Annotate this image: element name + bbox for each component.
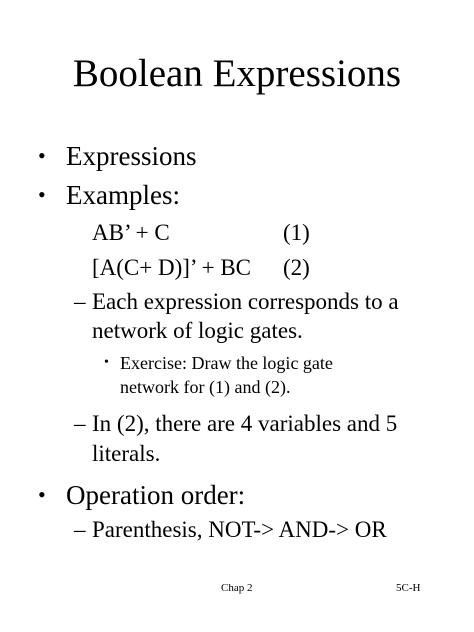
bullet-expressions: Expressions [66, 141, 197, 171]
sub-bullet-literals-line2: literals. [92, 441, 161, 466]
sub-bullet-network-line2: network of logic gates. [92, 318, 303, 343]
example-expression-1: AB’ + C [92, 220, 170, 245]
example-number-1: (1) [283, 220, 310, 245]
bullet-examples: Examples: [66, 180, 180, 210]
sub-bullet-network-line1: Each expression corresponds to a [92, 289, 399, 314]
sub-bullet-literals-line1: In (2), there are 4 variables and 5 [92, 411, 398, 436]
dash-icon: – [74, 289, 86, 314]
dash-icon: – [74, 517, 86, 542]
bullet-dot-icon: • [38, 182, 46, 207]
exercise-line1: Exercise: Draw the logic gate [120, 353, 333, 373]
example-expression-2: [A(C+ D)]’ + BC [92, 255, 252, 280]
sub-bullet-precedence: Parenthesis, NOT-> AND-> OR [92, 517, 387, 542]
slide-title: Boolean Expressions [72, 52, 402, 95]
example-number-2: (2) [283, 255, 310, 280]
dash-icon: – [74, 411, 86, 436]
bullet-operation-order: Operation order: [66, 480, 246, 510]
bullet-dot-icon: • [38, 143, 46, 168]
bullet-dot-icon: • [38, 482, 46, 507]
exercise-line2: network for (1) and (2). [120, 377, 291, 397]
footer-slide-id: 5C-H [396, 582, 421, 594]
footer-chapter: Chap 2 [221, 582, 253, 594]
small-bullet-icon: • [104, 355, 109, 370]
